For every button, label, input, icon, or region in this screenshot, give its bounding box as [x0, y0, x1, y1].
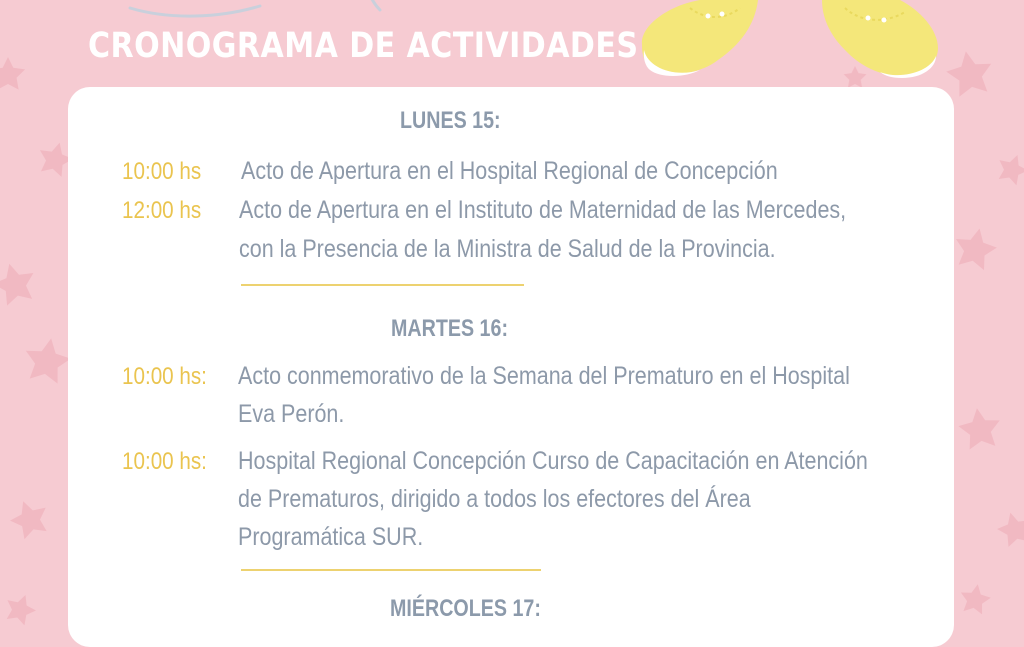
- star-icon: [958, 582, 993, 616]
- star-icon: [5, 495, 53, 542]
- event-description: con la Presencia de la Ministra de Salud de la Provincia.: [239, 235, 776, 263]
- event-time: 10:00 hs:: [122, 363, 207, 390]
- event-description: Acto conmemorativo de la Semana del Prematuro en el Hospital: [238, 362, 850, 390]
- event-description: Programática SUR.: [238, 523, 424, 551]
- baby-shoes: [630, 0, 950, 80]
- event-description: de Prematuros, dirigido a todos los efectores del Área: [238, 485, 751, 513]
- star-icon: [0, 258, 40, 307]
- day-heading-miercoles: MIÉRCOLES 17:: [390, 595, 541, 622]
- star-icon: [943, 47, 995, 98]
- star-icon: [994, 508, 1024, 548]
- star-icon: [21, 334, 73, 385]
- divider: [241, 284, 524, 286]
- event-description: Acto de Apertura en el Instituto de Maternidad de las Mercedes,: [239, 196, 847, 224]
- event-description: Hospital Regional Concepción Curso de Capacitación en Atención: [238, 447, 868, 475]
- event-description: Eva Perón.: [238, 400, 345, 428]
- event-time: 12:00 hs: [122, 197, 202, 224]
- event-description: Acto de Apertura en el Hospital Regional de Concepción: [241, 157, 778, 185]
- baby-shoe-icon: [822, 0, 938, 78]
- event-time: 10:00 hs:: [122, 448, 207, 475]
- baby-shoe-icon: [642, 0, 758, 76]
- event-time: 10:00 hs: [122, 158, 202, 185]
- star-icon: [0, 57, 25, 90]
- schedule-card: [68, 87, 954, 647]
- star-icon: [1, 590, 39, 628]
- divider: [241, 569, 541, 571]
- star-icon: [956, 405, 1003, 450]
- star-icon: [951, 224, 1000, 272]
- page-title: CRONOGRAMA DE ACTIVIDADES: [88, 26, 639, 66]
- star-icon: [993, 150, 1024, 188]
- day-heading-martes: MARTES 16:: [391, 315, 509, 342]
- script-flourish: [110, 0, 410, 20]
- day-heading-lunes: LUNES 15:: [400, 107, 501, 134]
